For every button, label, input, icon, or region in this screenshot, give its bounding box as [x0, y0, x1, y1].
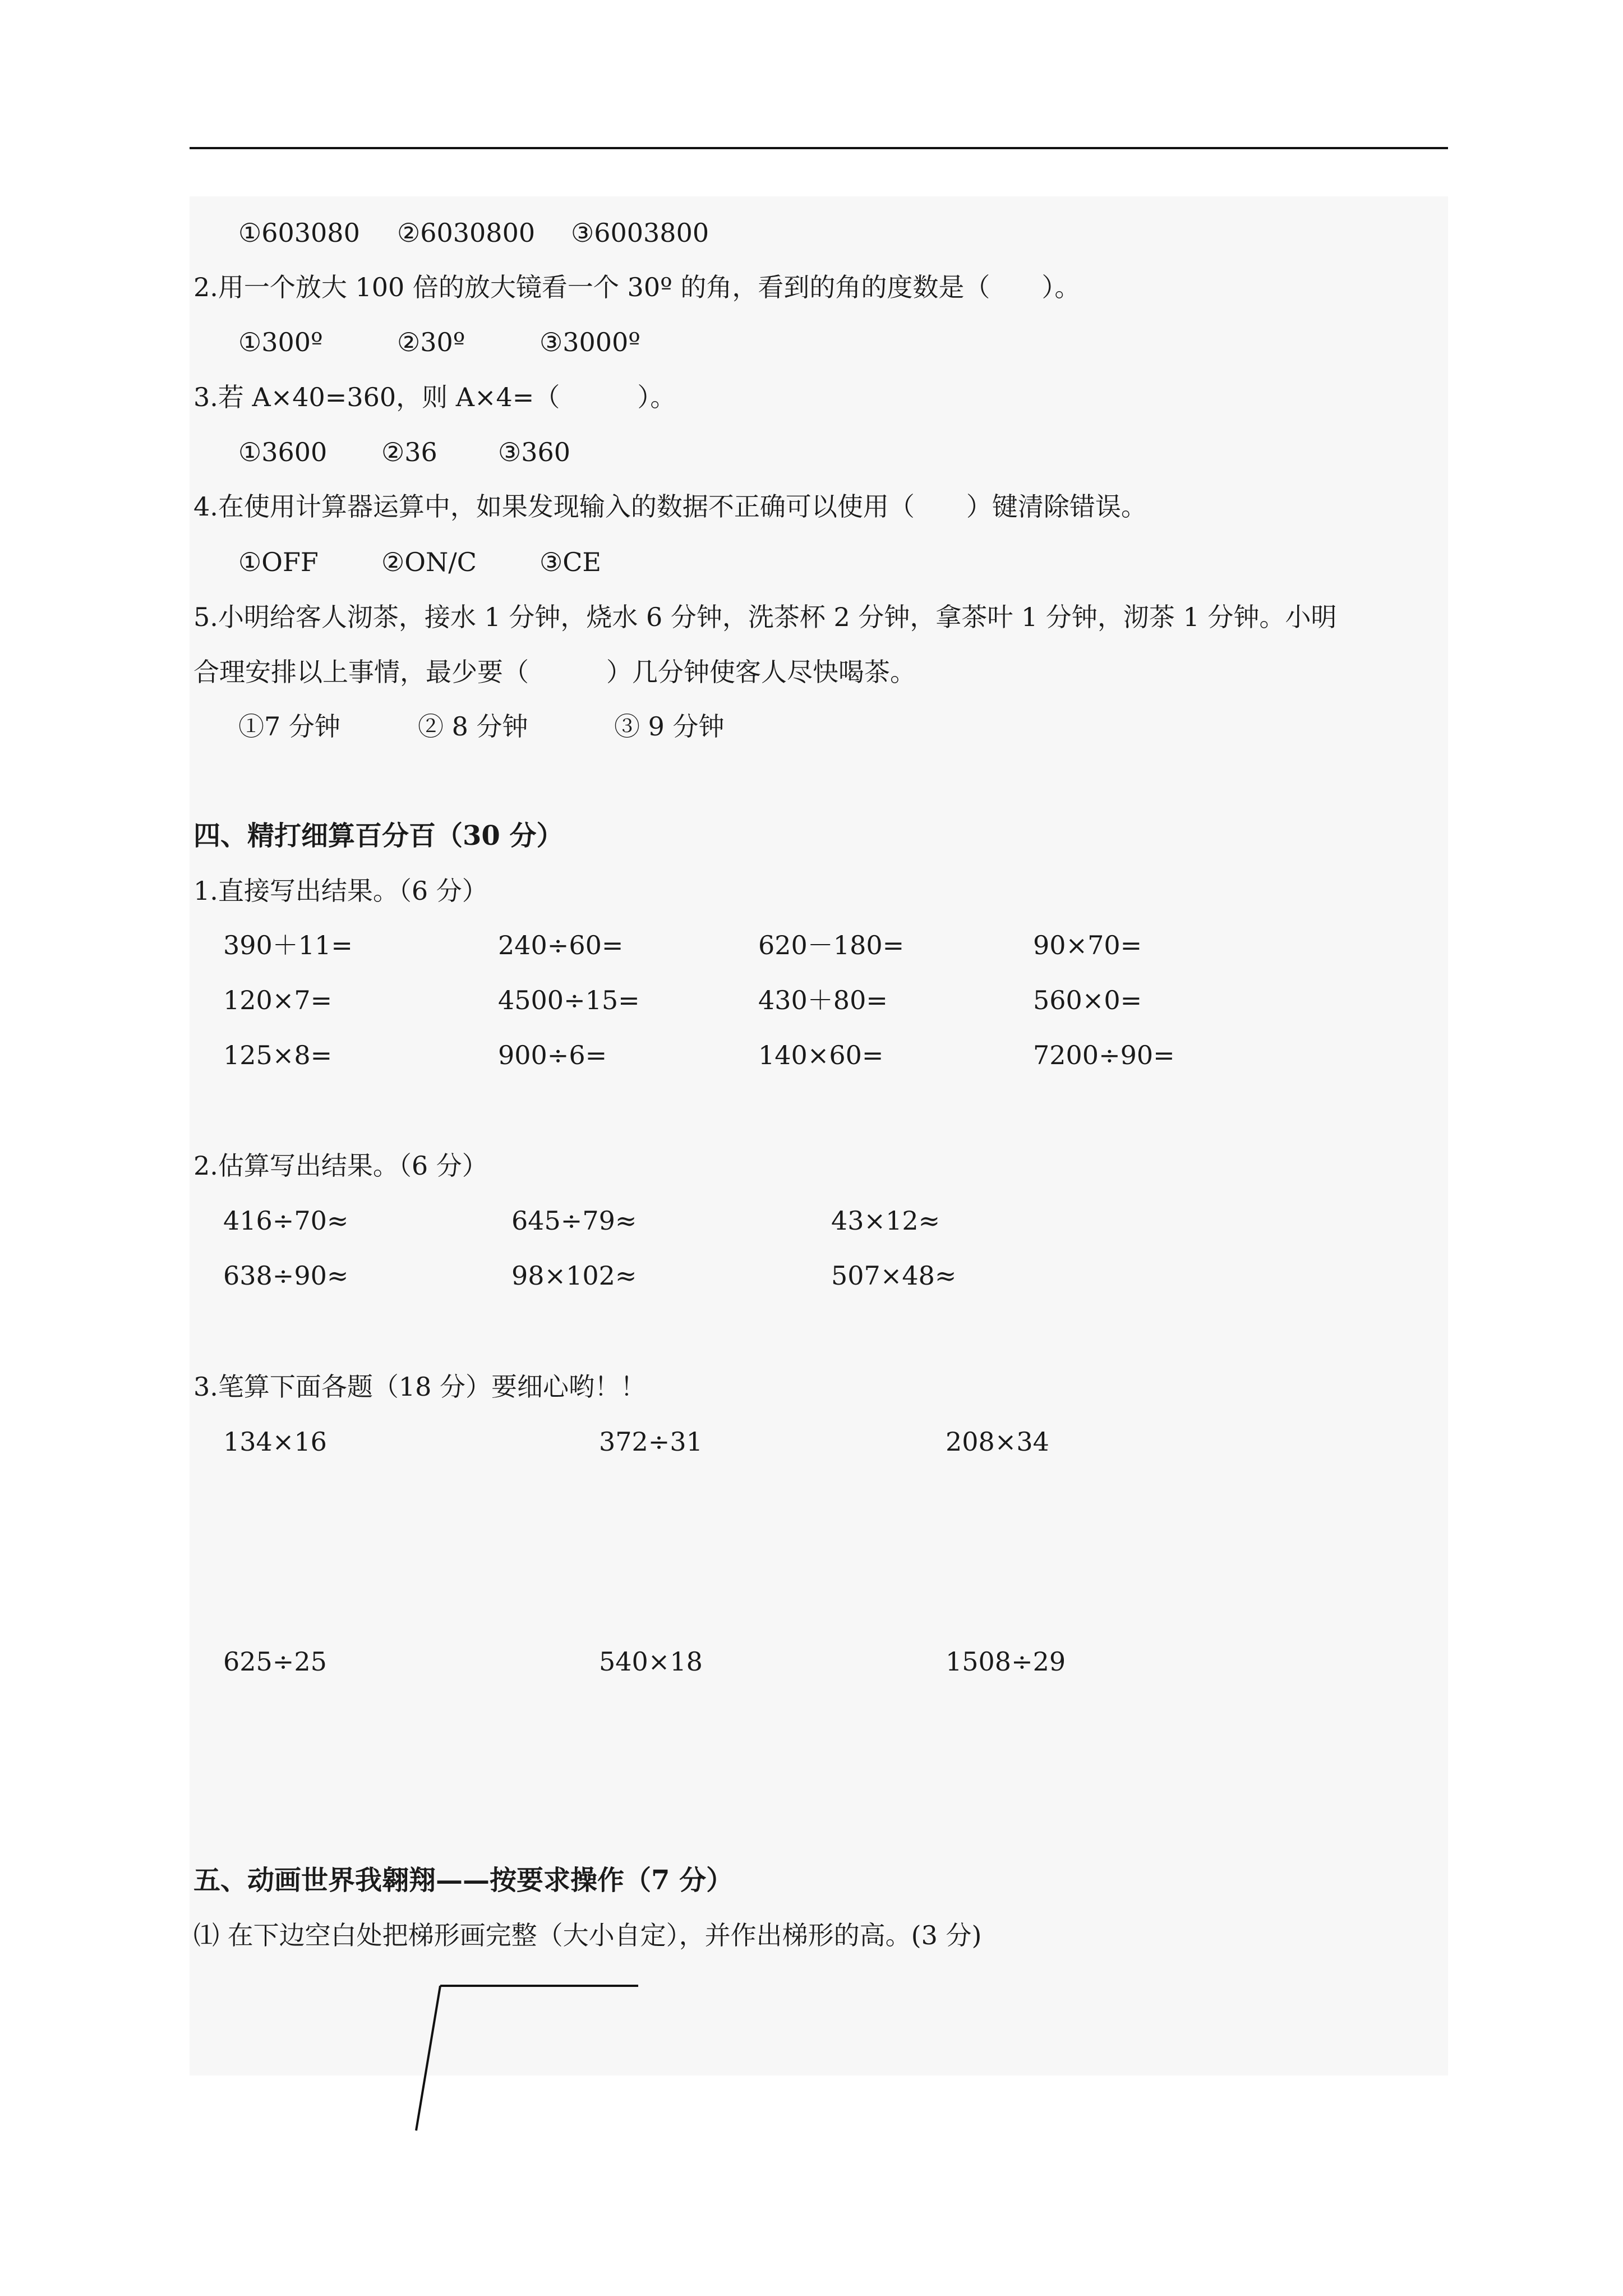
q5-text-line1: 5.小明给客人沏茶，接水 1 分钟，烧水 6 分钟，洗茶杯 2 分钟，拿茶叶 1 分钟，沏茶 1 分钟。小明 [193, 602, 1337, 632]
part1-title: 1.直接写出结果。（6 分） [193, 876, 488, 906]
section5-title: 五、动画世界我翱翔——按要求操作（7 分） [193, 1865, 734, 1896]
oral-calc-item: 4500÷15= [498, 985, 640, 1015]
written-calc-item: 208×34 [946, 1427, 1049, 1457]
estimate-item: 645÷79≈ [511, 1205, 637, 1236]
q3-option-2: ②36 [381, 437, 437, 467]
q3-text: 3.若 A×40=360，则 A×4=（ ）。 [193, 382, 676, 412]
written-calc-item: 1508÷29 [946, 1646, 1066, 1677]
estimate-item: 43×12≈ [831, 1205, 940, 1236]
section5-q1-text: ⑴ 在下边空白处把梯形画完整（大小自定），并作出梯形的高。(3 分) [193, 1920, 982, 1950]
q1-option-1: ①603080 [238, 218, 360, 248]
q4-option-1: ①OFF [238, 547, 319, 577]
oral-calc-item: 120×7= [223, 985, 333, 1015]
q4-option-2: ②ON/C [381, 547, 477, 577]
q3-option-1: ①3600 [238, 437, 328, 467]
written-calc-item: 134×16 [223, 1427, 327, 1457]
estimate-item: 98×102≈ [511, 1260, 637, 1291]
oral-calc-item: 240÷60= [498, 930, 624, 960]
q2-option-2: ②30º [397, 327, 465, 357]
part3-title: 3.笔算下面各题（18 分）要细心哟！！ [193, 1372, 647, 1402]
q4-option-3: ③CE [540, 547, 602, 577]
section4-title: 四、精打细算百分百（30 分） [193, 820, 564, 852]
q2-option-1: ①300º [238, 327, 323, 357]
q4-text: 4.在使用计算器运算中，如果发现输入的数据不正确可以使用（ ）键清除错误。 [193, 491, 1147, 522]
oral-calc-item: 390＋11= [223, 930, 353, 960]
q3-option-3: ③360 [498, 437, 571, 467]
oral-calc-item: 90×70= [1033, 930, 1142, 960]
written-calc-item: 625÷25 [223, 1646, 327, 1677]
trapezoid-left-side [416, 1986, 440, 2131]
oral-calc-item: 125×8= [223, 1040, 333, 1070]
oral-calc-item: 900÷6= [498, 1040, 607, 1070]
q5-option-3: ③ 9 分钟 [614, 711, 725, 742]
estimate-item: 416÷70≈ [223, 1205, 349, 1236]
q5-text-line2: 合理安排以上事情，最少要（ ）几分钟使客人尽快喝茶。 [193, 657, 916, 687]
q2-option-3: ③3000º [540, 327, 640, 357]
oral-calc-item: 560×0= [1033, 985, 1142, 1015]
q1-option-3: ③6003800 [571, 218, 709, 248]
oral-calc-item: 7200÷90= [1033, 1040, 1175, 1070]
estimate-item: 638÷90≈ [223, 1260, 349, 1291]
written-calc-item: 372÷31 [599, 1427, 703, 1457]
estimate-item: 507×48≈ [831, 1260, 957, 1291]
oral-calc-item: 430＋80= [758, 985, 888, 1015]
written-calc-item: 540×18 [599, 1646, 703, 1677]
q5-option-1: ①7 分钟 [238, 711, 340, 742]
q1-option-2: ②6030800 [397, 218, 536, 248]
part2-title: 2.估算写出结果。（6 分） [193, 1151, 488, 1181]
q5-option-2: ② 8 分钟 [418, 711, 528, 742]
oral-calc-item: 140×60= [758, 1040, 884, 1070]
oral-calc-item: 620－180= [758, 930, 905, 960]
q2-text: 2.用一个放大 100 倍的放大镜看一个 30º 的角，看到的角的度数是（ ）。 [193, 272, 1081, 302]
